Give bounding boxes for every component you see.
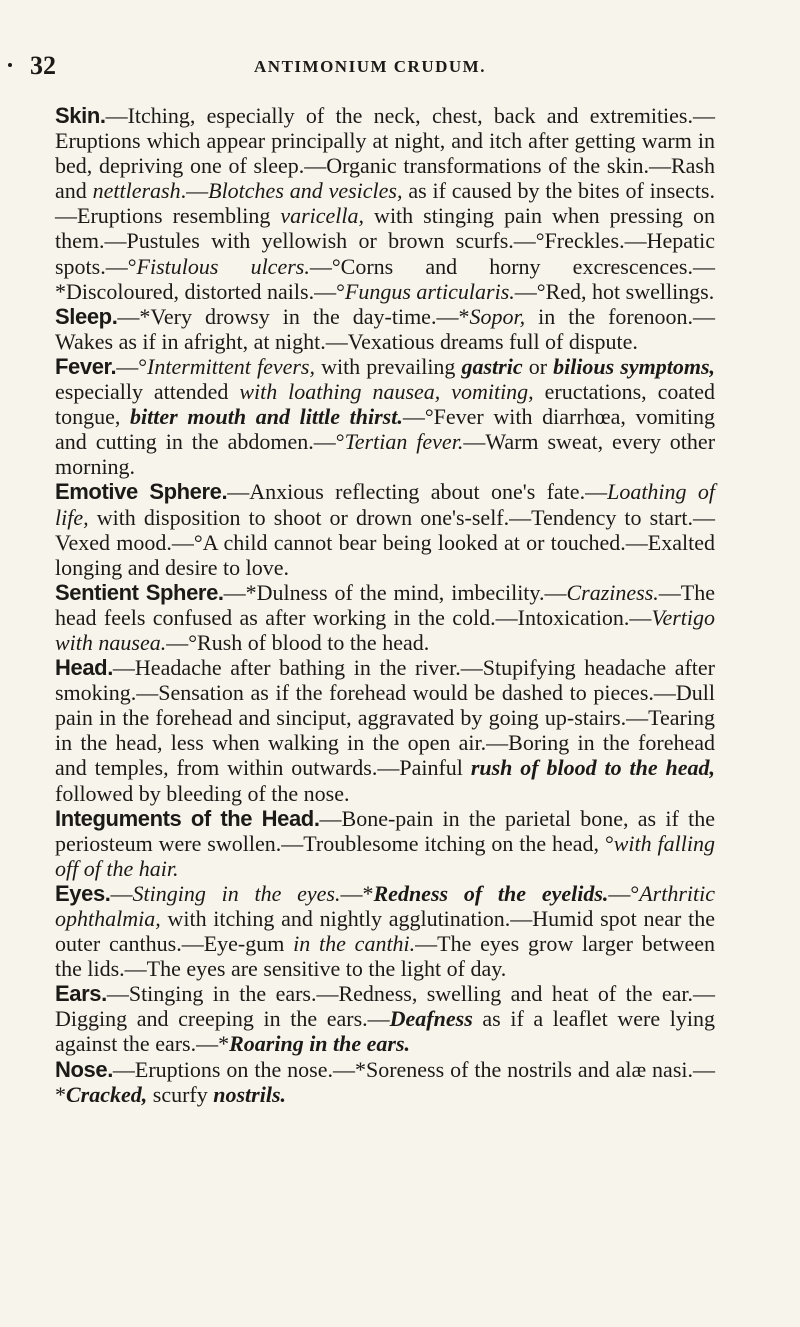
section-fever <box>55 354 715 479</box>
margin-dot <box>8 63 12 67</box>
section-head <box>55 655 715 806</box>
body-run: —°Corns and horny excrescences.—*Discoloured, distorted nails.—° <box>55 253 715 304</box>
section-heading: Emotive Sphere. <box>55 479 228 505</box>
body-run: followed by bleeding of the nose. <box>55 780 350 806</box>
emphasis-text: Redness of the eyelids. <box>373 880 609 906</box>
body-run: —°Fever with diarrhœa, vomiting and cutting in the abdomen.—° <box>55 404 715 455</box>
section-sleep <box>55 304 715 354</box>
section-nose <box>55 1057 715 1107</box>
emphasis-text: bitter mouth and little thirst. <box>130 404 403 430</box>
page-header <box>30 52 710 80</box>
emphasis-text: nostrils. <box>213 1081 287 1107</box>
emphasis-text: Sopor, <box>469 303 526 329</box>
body-run: —Headache after bathing in the river.—Stupifying headache after smoking.—Sensation as if the forehead would be dashed to pieces.—Dull pain in the forehead and sinciput, aggravated by going up-stairs.—Tearing in the head, less when walking in the open air.—Boring in the forehead and temples, from within outwards.—Painful <box>55 655 715 781</box>
emphasis-text: Intermittent fevers, <box>147 353 315 379</box>
body-run: eructations, coated tongue, <box>55 379 715 430</box>
emphasis-text: gastric <box>461 353 523 379</box>
section-heading: Head. <box>55 655 113 681</box>
section-heading: Ears. <box>55 981 107 1007</box>
section-heading: Integuments of the Head. <box>55 805 320 831</box>
section-heading: Eyes. <box>55 880 111 906</box>
section-heading: Sleep. <box>55 303 118 329</box>
emphasis-text: Deafness <box>389 1006 473 1032</box>
body-run: with itching and nightly agglutination.—Humid spot near the outer canthus.—Eye-gum <box>55 906 715 957</box>
section-eyes <box>55 881 715 981</box>
body-run: with prevailing <box>315 353 462 379</box>
emphasis-text: in the canthi. <box>293 931 416 957</box>
body-run: with stinging pain when pressing on them.—Pustules with yellowish or brown scurfs.—°Freckles.—Hepatic spots.—° <box>55 203 715 279</box>
emphasis-text: with falling off of the hair. <box>55 830 715 881</box>
emphasis-text: Craziness. <box>566 579 659 605</box>
page-number: 32 <box>30 51 56 80</box>
body-run: —Warm sweat, every other morning. <box>55 429 716 480</box>
emphasis-text: Arthritic ophthalmia, <box>55 880 715 931</box>
symptom-text <box>55 103 715 1107</box>
body-run: —Itching, especially of the neck, chest, back and extremities.—Eruptions which appear principally at night, and itch after getting warm in bed, depriving one of sleep.—Organic transformations of the skin.—Rash and <box>55 103 715 204</box>
body-run: —The head feels confused as after working in the cold.—Intoxication.— <box>55 579 715 630</box>
body-run: —The eyes grow larger between the lids.—The eyes are sensitive to the light of day. <box>55 931 715 982</box>
section-emotive-sphere <box>55 479 715 579</box>
body-run: —°Rush of blood to the head. <box>166 629 430 655</box>
body-run: especially attended <box>55 379 240 405</box>
emphasis-text: Tertian fever. <box>344 429 464 455</box>
body-run: —° <box>116 353 148 379</box>
emphasis-text: nettlerash <box>92 178 181 204</box>
emphasis-text: with loathing nausea, vomiting, <box>239 379 534 405</box>
body-run: scurfy <box>147 1081 214 1107</box>
section-sentient-sphere <box>55 580 715 655</box>
body-run: —*Dulness of the mind, imbecility.— <box>223 579 567 605</box>
body-run: as if a leaflet were lying against the ears.—* <box>55 1006 715 1057</box>
body-run: in the forenoon.—Wakes as if in afright, at night.—Vexatious dreams full of dispute. <box>55 303 716 354</box>
body-run: —Anxious reflecting about one's fate.— <box>227 479 608 505</box>
body-run: —Eruptions on the nose.—*Soreness of the nostrils and alæ nasi.—* <box>55 1056 715 1107</box>
body-run: —Bone-pain in the parietal bone, as if the periosteum were swollen.—Troublesome itching on the head, ° <box>55 805 715 856</box>
emphasis-text: Fungus articularis. <box>344 278 515 304</box>
body-run: as if caused by the bites of insects.—Eruptions resembling <box>55 178 715 229</box>
emphasis-text: Fistulous ulcers. <box>136 253 310 279</box>
emphasis-text: rush of blood to the head, <box>470 755 715 781</box>
running-title: ANTIMONIUM CRUDUM. <box>254 57 486 76</box>
emphasis-text: Loathing of life, <box>55 479 715 530</box>
section-heading: Fever. <box>55 353 117 379</box>
body-run: with disposition to shoot or drown one's-self.—Tendency to start.—Vexed mood.—°A child cannot bear being looked at or touched.—Exalted longing and desire to love. <box>55 504 715 580</box>
body-run: — <box>110 880 133 906</box>
body-run: —° <box>608 880 640 906</box>
emphasis-text: Vertigo with nausea. <box>55 604 715 655</box>
emphasis-text: bilious symptoms, <box>553 353 715 379</box>
section-ears <box>55 981 715 1056</box>
emphasis-text: Blotches and vesicles, <box>208 178 403 204</box>
body-run: —*Very drowsy in the day-time.—* <box>117 303 470 329</box>
body-run: —Stinging in the ears.—Redness, swelling and heat of the ear.—Digging and creeping in the ears.— <box>55 981 715 1032</box>
section-heading: Sentient Sphere. <box>55 579 224 605</box>
section-heading: Skin. <box>55 103 106 128</box>
emphasis-text: Stinging in the eyes. <box>132 880 341 906</box>
body-run: —°Red, hot swellings. <box>514 278 715 304</box>
body-run: —* <box>340 880 374 906</box>
body-run: or <box>522 353 554 379</box>
emphasis-text: varicella, <box>280 203 365 229</box>
emphasis-text: Cracked, <box>66 1081 148 1107</box>
body-run: .— <box>180 178 209 204</box>
section-integuments-of-the-head <box>55 806 715 881</box>
section-heading: Nose. <box>55 1056 113 1082</box>
section-skin <box>55 103 715 304</box>
emphasis-text: Roaring in the ears. <box>229 1031 411 1057</box>
